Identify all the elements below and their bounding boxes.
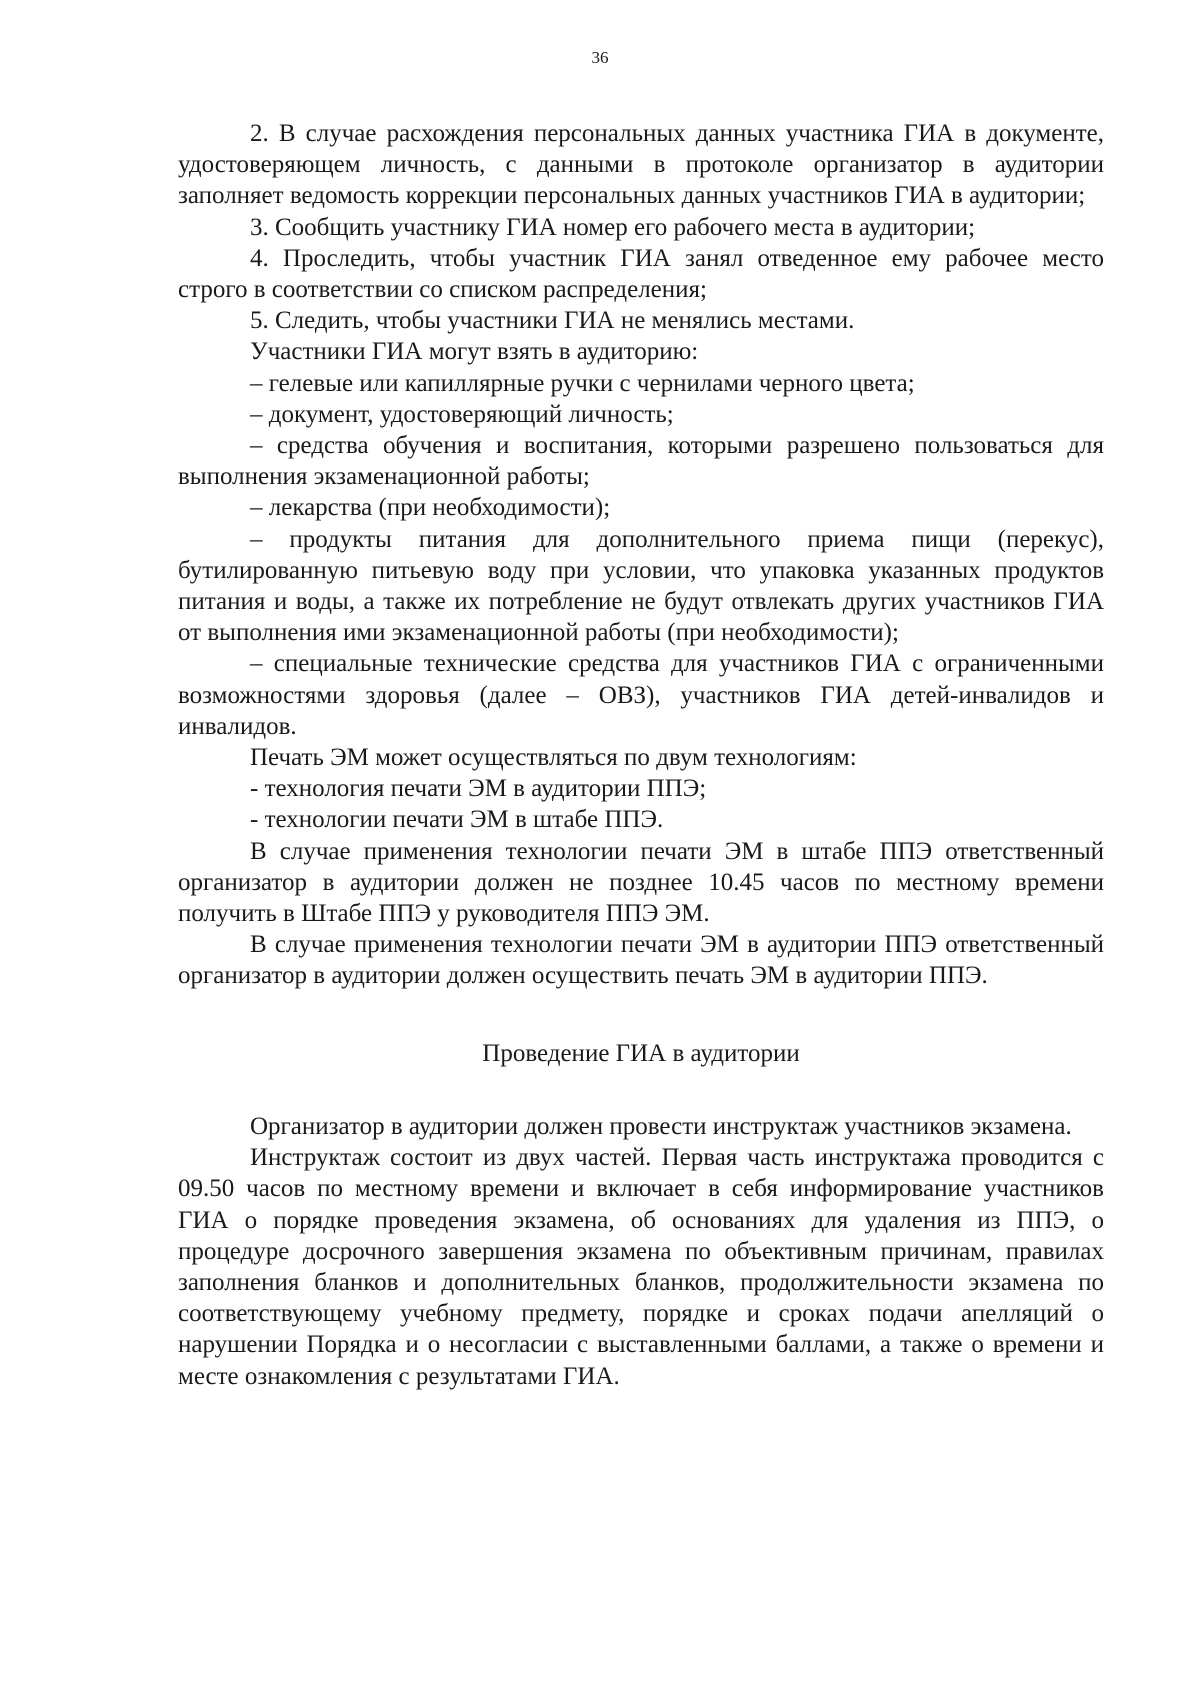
paragraph: Участники ГИА могут взять в аудиторию:	[250, 338, 699, 366]
list-item: – специальные технические средства для участников ГИА с ограниченными возможностями здоровья (далее – ОВЗ), участников ГИА детей-инвалидов и инвалидов.	[178, 650, 1104, 740]
section-heading: Проведение ГИА в аудитории	[482, 1039, 800, 1067]
paragraph: Печать ЭМ может осуществляться по двум технологиям:	[250, 744, 857, 772]
list-item: – гелевые или капиллярные ручки с чернилами черного цвета;	[250, 369, 915, 397]
document-body	[178, 118, 1104, 1392]
list-item: – средства обучения и воспитания, которыми разрешено пользоваться для выполнения экзаменационной работы;	[178, 432, 1104, 491]
paragraph: 2. В случае расхождения персональных данных участника ГИА в документе, удостоверяющем личность, с данными в протоколе организатор в аудитории заполняет ведомость коррекции персональных данных участников ГИА в аудитории;	[178, 120, 1104, 210]
page-number: 36	[591, 48, 609, 67]
list-item: - технология печати ЭМ в аудитории ППЭ;	[250, 775, 707, 803]
paragraph: Инструктаж состоит из двух частей. Первая часть инструктажа проводится с 09.50 часов по местному времени и включает в себя информирование участников ГИА о порядке проведения экзамена, об основаниях для удаления из ППЭ, о процедуре досрочного завершения экзамена по объективным причинам, правилах заполнения бланков и дополнительных бланков, продолжительности экзамена по соответствующему учебному предмету, порядке и сроках подачи апелляций о нарушении Порядка и о несогласии с выставленными баллами, а также о времени и месте ознакомления с результатами ГИА.	[178, 1144, 1104, 1390]
list-item: – документ, удостоверяющий личность;	[250, 400, 674, 428]
paragraph: В случае применения технологии печати ЭМ в аудитории ППЭ ответственный организатор в аудитории должен осуществить печать ЭМ в аудитории ППЭ.	[178, 931, 1104, 990]
paragraph: 3. Сообщить участнику ГИА номер его рабочего места в аудитории;	[250, 213, 976, 241]
paragraph: 5. Следить, чтобы участники ГИА не менялись местами.	[250, 307, 855, 335]
paragraph: Организатор в аудитории должен провести инструктаж участников экзамена.	[250, 1112, 1072, 1140]
list-item: – лекарства (при необходимости);	[250, 494, 611, 522]
list-item: - технологии печати ЭМ в штабе ППЭ.	[250, 806, 664, 834]
paragraph: 4. Проследить, чтобы участник ГИА занял отведенное ему рабочее место строго в соответствии со списком распределения;	[178, 244, 1104, 304]
list-item: – продукты питания для дополнительного приема пищи (перекус), бутилированную питьевую воду при условии, что упаковка указанных продуктов питания и воды, а также их потребление не будут отвлекать других участников ГИА от выполнения ими экзаменационной работы (при необходимости);	[178, 525, 1104, 647]
paragraph: В случае применения технологии печати ЭМ в штабе ППЭ ответственный организатор в аудитории должен не позднее 10.45 часов по местному времени получить в Штабе ППЭ у руководителя ППЭ ЭМ.	[178, 837, 1104, 928]
